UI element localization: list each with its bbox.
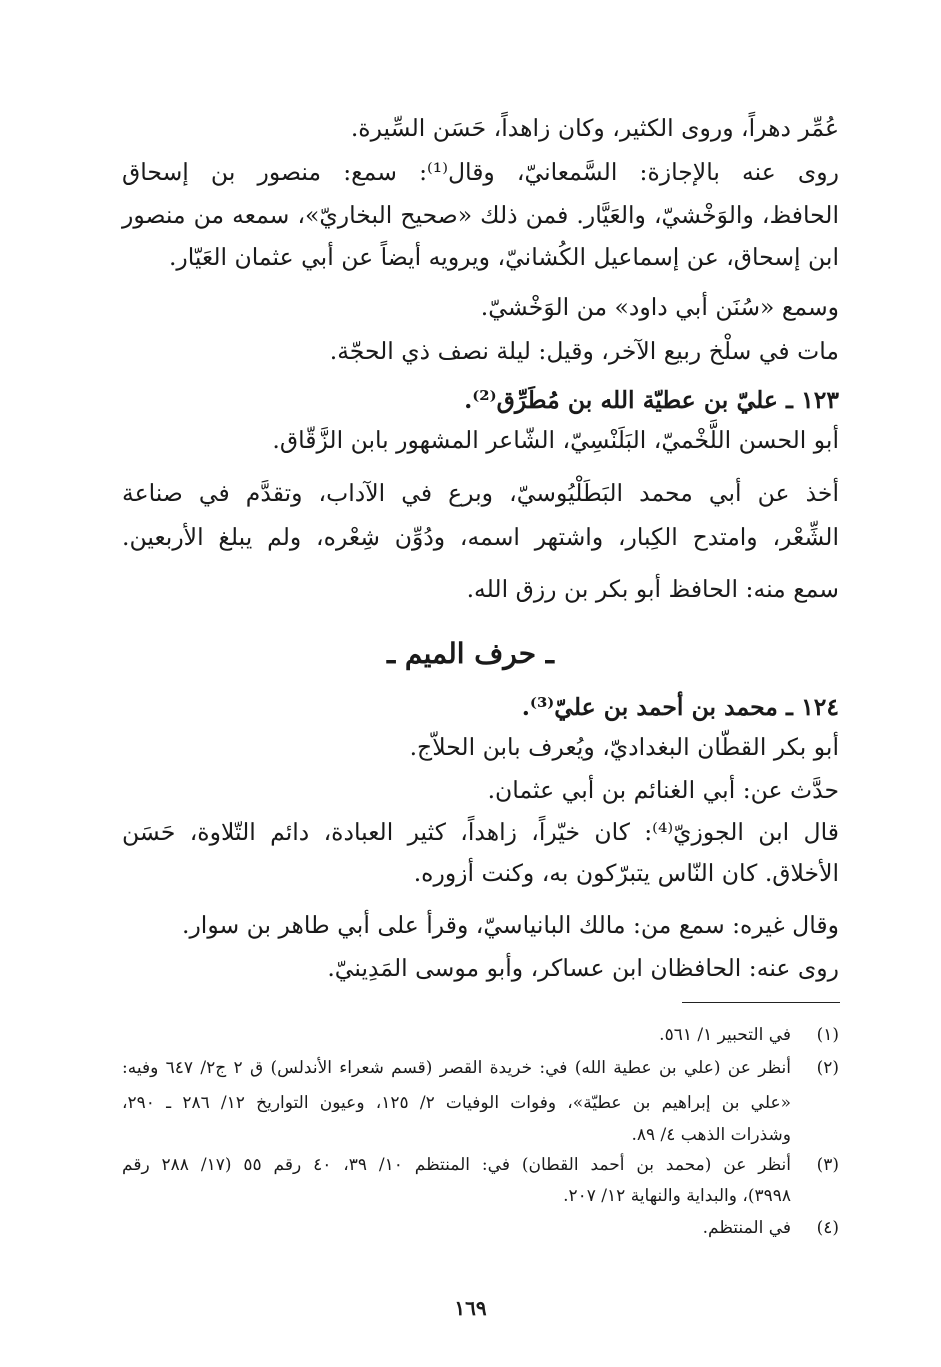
body-line: الشِّعْر، وامتدح الكِبار، واشتهر اسمه، ودُوِّن شِعْره، ولم يبلغ الأربعين.	[122, 523, 839, 551]
footnote-text: وشذرات الذهب ٤/ ٨٩.	[631, 1125, 791, 1145]
footnote-number: (١)	[816, 1025, 839, 1045]
body-line: حدَّث عن: أبي الغنائم بن أبي عثمان.	[487, 776, 839, 804]
body-line: أخذ عن أبي محمد البَطَلْيُوسيّ، وبرع في الآداب، وتقدَّم في صناعة	[122, 479, 839, 507]
body-line: وسمع «سُنَن أبي داود» من الوَخْشيّ.	[480, 293, 839, 321]
body-line: أبو بكر القطّان البغداديّ، ويُعرف بابن الحلاّج.	[409, 733, 839, 761]
section-heading: ـ حرف الميم ـ	[386, 637, 554, 670]
body-line: أبو الحسن اللَّخْميّ، البَلَنْسِيّ، الشّاعر المشهور بابن الزَّقّاق.	[272, 426, 839, 454]
page-number: ١٦٩	[454, 1296, 487, 1320]
body-line: ابن إسحاق، عن إسماعيل الكُشانيّ، ويرويه أيضاً عن أبي عثمان العَيّار.	[168, 243, 839, 271]
footnote-number: (٢)	[816, 1058, 839, 1078]
body-line: وقال غيره: سمع من: مالك البانياسيّ، وقرأ على أبي طاهر بن سوار.	[181, 911, 839, 939]
body-line: روى عنه: الحافظان ابن عساكر، وأبو موسى المَدِينيّ.	[327, 954, 839, 982]
footnote-number: (٣)	[816, 1155, 839, 1175]
body-line: سمع منه: الحافظ أبو بكر بن رزق الله.	[466, 575, 839, 603]
footnote-text: أنظر عن (محمد بن أحمد القطان) في: المنتظم ١٠/ ٣٩، ٤٠ رقم ٥٥ (١٧/ ٢٨٨ رقم	[122, 1155, 792, 1175]
body-line: مات في سلْخ ربيع الآخر، وقيل: ليلة نصف ذي الحجّة.	[329, 337, 839, 365]
footnote-text: في المنتظم.	[702, 1218, 791, 1238]
body-line: روى عنه بالإجازة: السَّمعانيّ، وقال⁽¹⁾: سمع: منصور بن إسحاق	[122, 158, 840, 186]
body-line: الأخلاق. كان النّاس يتبرّكون به، وكنت أزوره.	[413, 859, 839, 887]
entry-title: ١٢٤ ـ محمد بن أحمد بن عليّ⁽³⁾.	[521, 693, 839, 721]
footnote-text: في التحبير ١/ ٥٦١.	[659, 1025, 791, 1045]
footnote-number: (٤)	[816, 1218, 839, 1238]
footnote-divider	[682, 1002, 840, 1003]
entry-title: ١٢٣ ـ عليّ بن عطيّة الله بن مُطَرِّق⁽²⁾.	[464, 386, 839, 414]
footnote-text: أنظر عن (علي بن عطية الله) في: خريدة القصر (قسم شعراء الأندلس) ق ٢ ج٢/ ٦٤٧ وفيه:	[122, 1058, 791, 1078]
body-line: عُمِّر دهراً، وروى الكثير، وكان زاهداً، حَسَن السِّيرة.	[350, 114, 839, 142]
body-line: قال ابن الجوزيّ⁽⁴⁾: كان خيّراً، زاهداً، كثير العبادة، دائم التّلاوة، حَسَن	[122, 818, 839, 846]
footnote-text: «علي بن إبراهيم بن عطيّة»، وفوات الوفيات ٢/ ١٢٥، وعيون التواريخ ١٢/ ٢٨٦ ـ ٢٩٠،	[122, 1093, 791, 1113]
footnote-text: ٣٩٩٨)، والبداية والنهاية ١٢/ ٢٠٧.	[563, 1186, 791, 1206]
body-line: الحافظ، والوَخْشيّ، والعَيَّار. فمن ذلك «صحيح البخاريّ»، سمعه من منصور	[122, 201, 839, 229]
